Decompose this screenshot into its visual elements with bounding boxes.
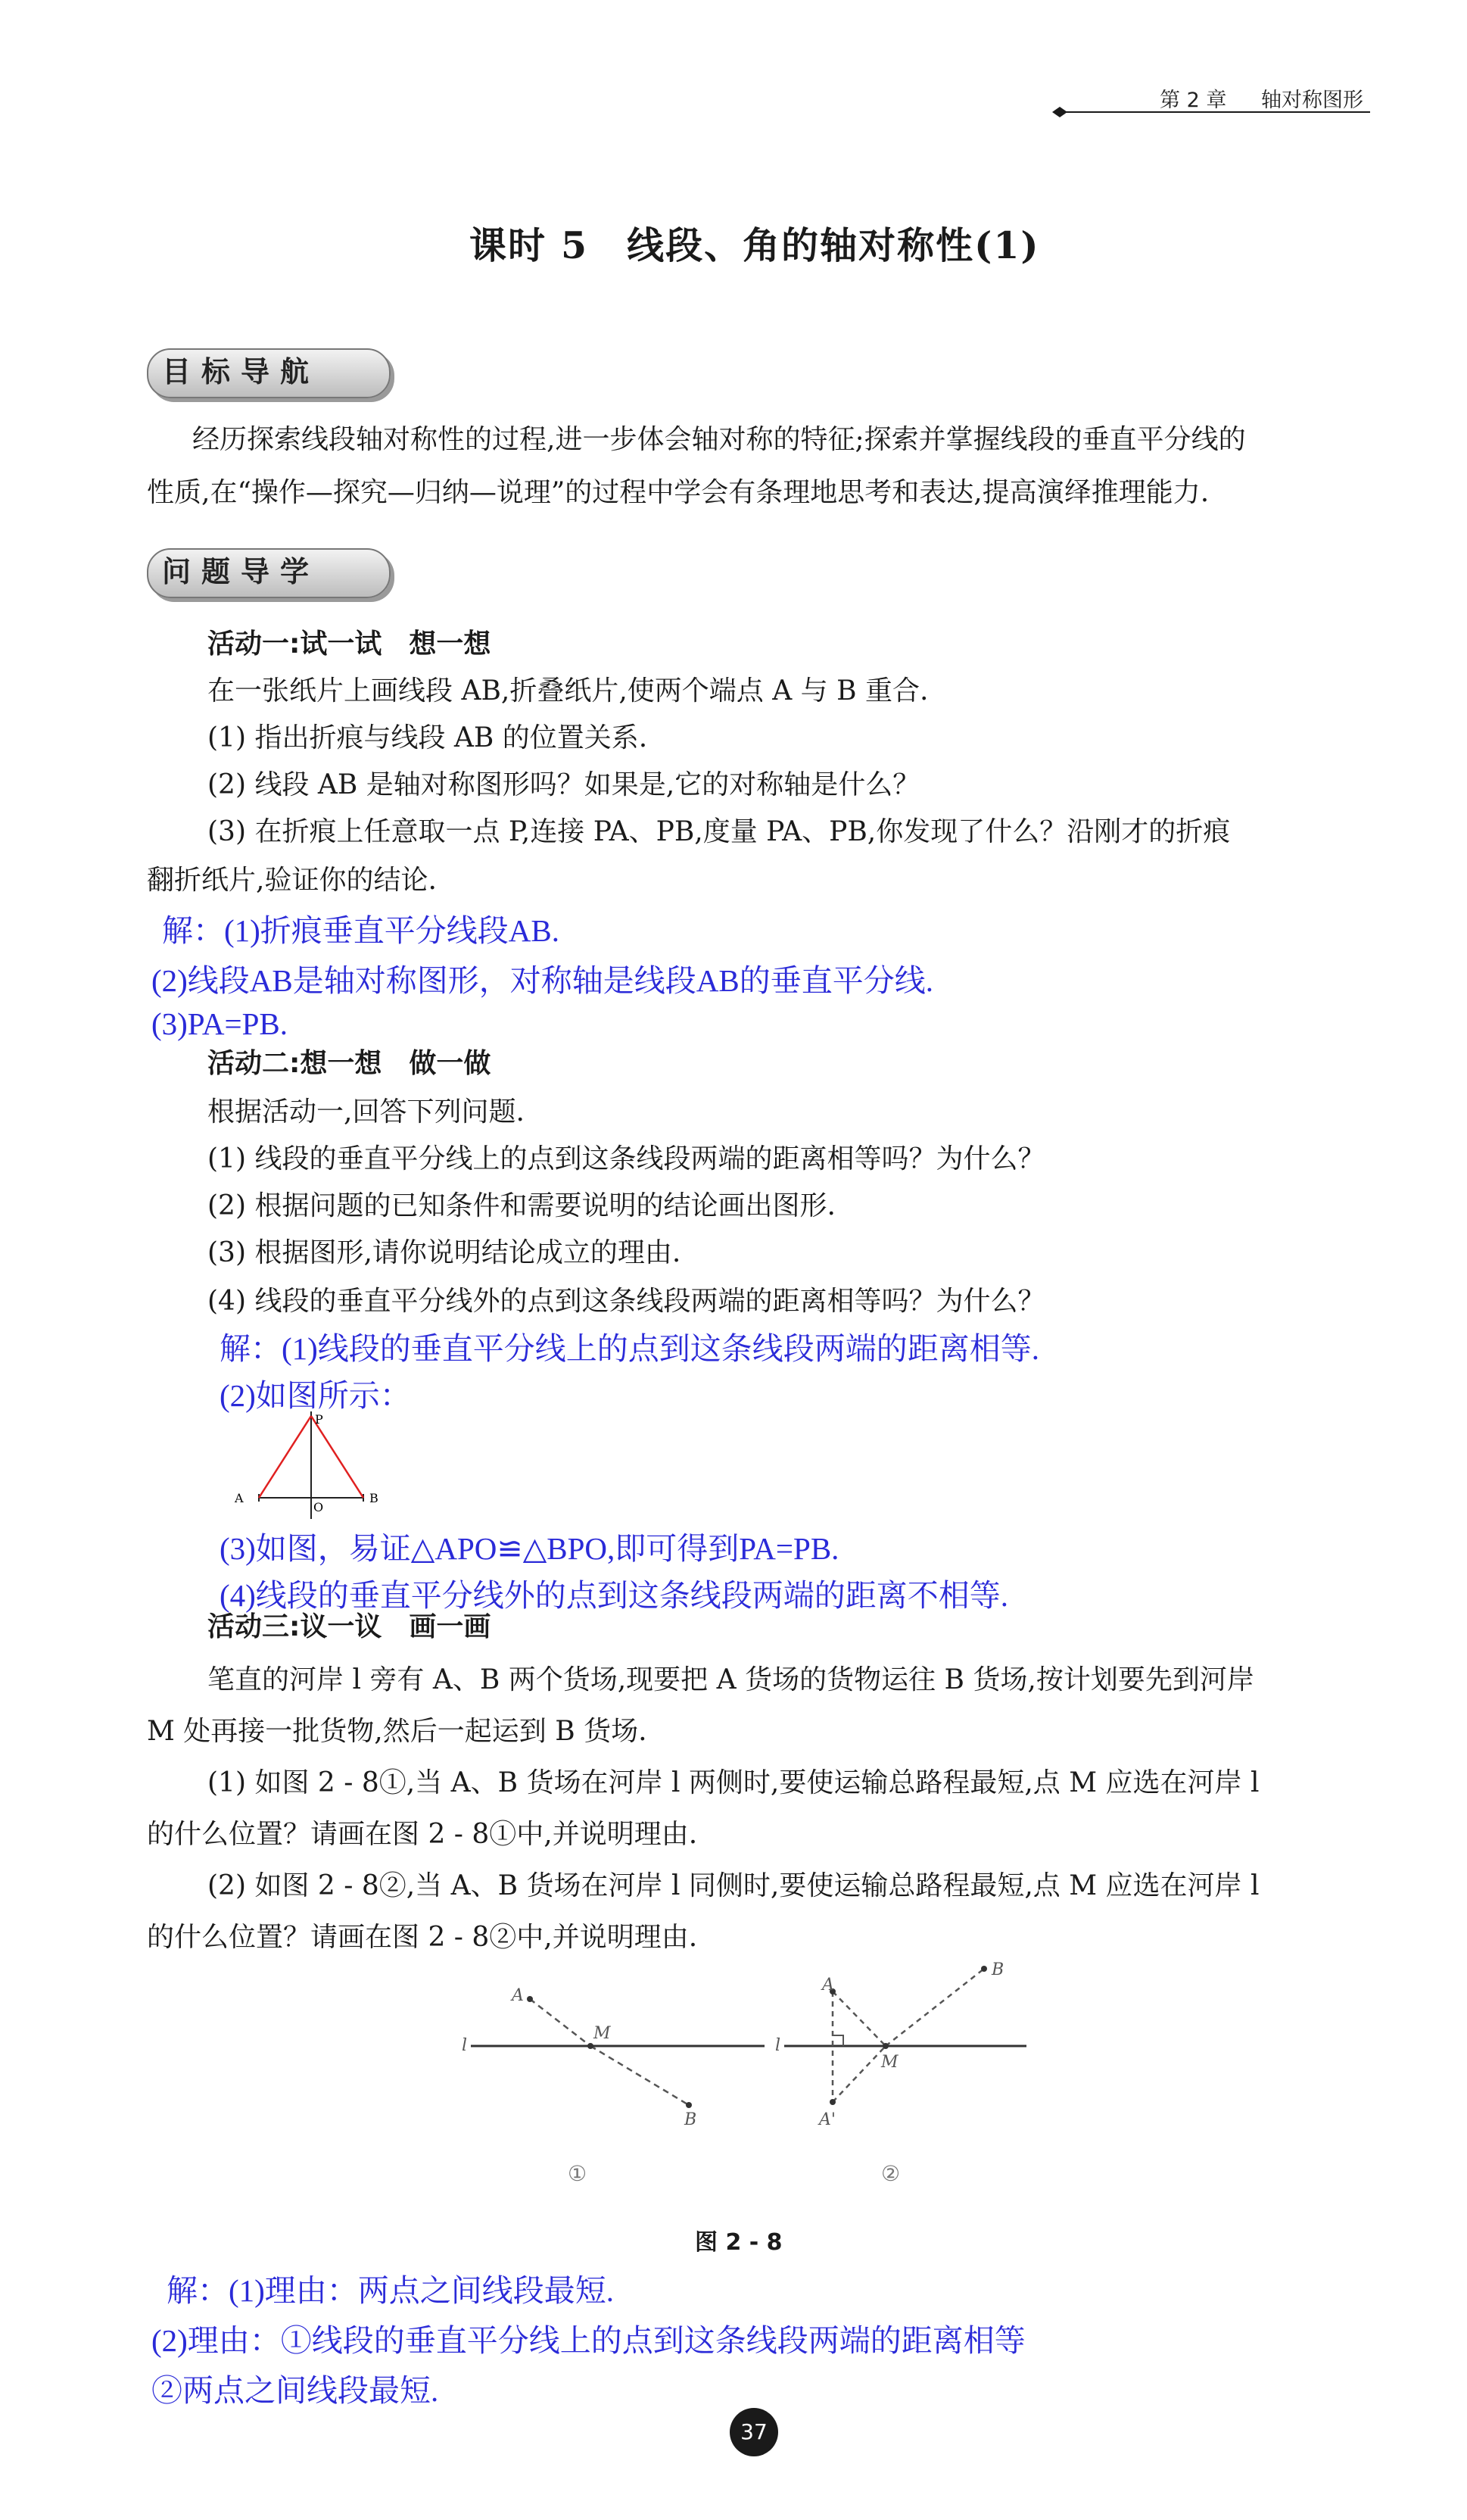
figure-2-8-part-2 (775, 1960, 1026, 2186)
activity2-line-4: (3) 根据图形,请你说明结论成立的理由. (207, 1237, 681, 1268)
activity3-line-5: (2) 如图 2 - 8②,当 A、B 货场在河岸 l 同侧时,要使运输总路程最短,点 M 应选在河岸 l (207, 1870, 1260, 1901)
figure-label-a: A (235, 1491, 244, 1505)
page-number: 37 (730, 2408, 778, 2456)
fig1-label-l: l (462, 2036, 468, 2055)
activity1-line-2: (1) 指出折痕与线段 AB 的位置关系. (207, 722, 648, 753)
figure-label-b: B (369, 1491, 378, 1505)
activity3-line-4: 的什么位置？请画在图 2 - 8①中,并说明理由. (147, 1819, 698, 1850)
activity3-answer-1: 解：(1)理由：两点之间线段最短. (167, 2273, 615, 2308)
activity1-heading: 活动一:试一试 想一想 (207, 628, 491, 660)
activity3-line-1: 笔直的河岸 l 旁有 A、B 两个货场,现要把 A 货场的货物运往 B 货场,按计划要先到河岸 (207, 1664, 1254, 1695)
goals-line-2: 性质,在“操作—探究—归纳—说理”的过程中学会有条理地思考和表达,提高演绎推理能力. (147, 477, 1210, 508)
header-chapter-title: 轴对称图形 (1261, 89, 1363, 112)
perpendicular-bisector-figure (227, 1408, 394, 1522)
activity2-answer-2: (2)如图所示： (220, 1378, 411, 1413)
goals-badge (147, 348, 391, 398)
activity2-answer-4: (4)线段的垂直平分线外的点到这条线段两端的距离不相等. (220, 1578, 1009, 1613)
activity1-line-5: 翻折纸片,验证你的结论. (147, 865, 437, 896)
activity2-answer-1: 解：(1)线段的垂直平分线上的点到这条线段两端的距离相等. (220, 1331, 1040, 1366)
activity1-line-1: 在一张纸片上画线段 AB,折叠纸片,使两个端点 A 与 B 重合. (207, 675, 929, 706)
activity2-line-1: 根据活动一,回答下列问题. (207, 1096, 525, 1127)
fig2-number: ② (881, 2161, 901, 2186)
activity3-line-6: 的什么位置？请画在图 2 - 8②中,并说明理由. (147, 1922, 698, 1953)
figure-2-8-part-1 (462, 1986, 765, 2186)
questions-badge (147, 548, 391, 598)
figure-2-8 (454, 1954, 1029, 2203)
fig2-label-a: A (822, 1976, 834, 1994)
activity2-line-5: (4) 线段的垂直平分线外的点到这条线段两端的距离相等吗？为什么？ (207, 1286, 1045, 1317)
activity2-heading: 活动二:想一想 做一做 (207, 1048, 491, 1079)
fig1-label-m: M (593, 2024, 611, 2043)
activity3-answer-3: ②两点之间线段最短. (151, 2373, 439, 2408)
header-chapter: 第 2 章 (1160, 89, 1227, 112)
fig1-number: ① (568, 2161, 587, 2186)
activity2-answer-3: (3)如图，易证△APO≌△BPO,即可得到PA=PB. (220, 1531, 839, 1566)
activity1-line-4: (3) 在折痕上任意取一点 P,连接 PA、PB,度量 PA、PB,你发现了什么？沿刚才的折痕 (207, 816, 1231, 847)
figure-label-p: P (315, 1412, 323, 1427)
fig1-label-b: B (684, 2110, 697, 2129)
activity3-line-2: M 处再接一批货物,然后一起运到 B 货场. (147, 1716, 647, 1747)
activity2-line-3: (2) 根据问题的已知条件和需要说明的结论画出图形. (207, 1190, 836, 1221)
activity1-answer-1: 解：(1)折痕垂直平分线段AB. (162, 913, 560, 948)
fig2-label-l: l (775, 2036, 781, 2055)
activity1-answer-3: (3)PA=PB. (151, 1006, 288, 1041)
fig2-label-m: M (881, 2053, 899, 2072)
fig2-label-b: B (992, 1960, 1004, 1979)
activity1-answer-2: (2)线段AB是轴对称图形，对称轴是线段AB的垂直平分线. (151, 963, 933, 998)
page-header (1052, 82, 1370, 127)
goals-line-1: 经历探索线段轴对称性的过程,进一步体会轴对称的特征;探索并掌握线段的垂直平分线的 (192, 424, 1246, 455)
figure-label-o: O (313, 1500, 324, 1514)
activity1-line-3: (2) 线段 AB 是轴对称图形吗？如果是,它的对称轴是什么？ (207, 769, 920, 800)
activity3-line-3: (1) 如图 2 - 8①,当 A、B 货场在河岸 l 两侧时,要使运输总路程最短,点 M 应选在河岸 l (207, 1767, 1260, 1798)
activity3-answer-2: (2)理由：①线段的垂直平分线上的点到这条线段两端的距离相等 (151, 2323, 1026, 2358)
fig2-label-a-prime: A' (819, 2110, 836, 2129)
questions-badge-label: 问题导学 (162, 555, 320, 588)
activity3-heading: 活动三:议一议 画一画 (207, 1611, 491, 1642)
activity2-line-2: (1) 线段的垂直平分线上的点到这条线段两端的距离相等吗？为什么？ (207, 1143, 1045, 1174)
page-title: 课时 5 线段、角的轴对称性(1) (469, 223, 1040, 267)
goals-badge-label: 目标导航 (162, 355, 320, 388)
figure-caption: 图 2 - 8 (695, 2229, 783, 2256)
fig1-label-a: A (512, 1986, 524, 2005)
